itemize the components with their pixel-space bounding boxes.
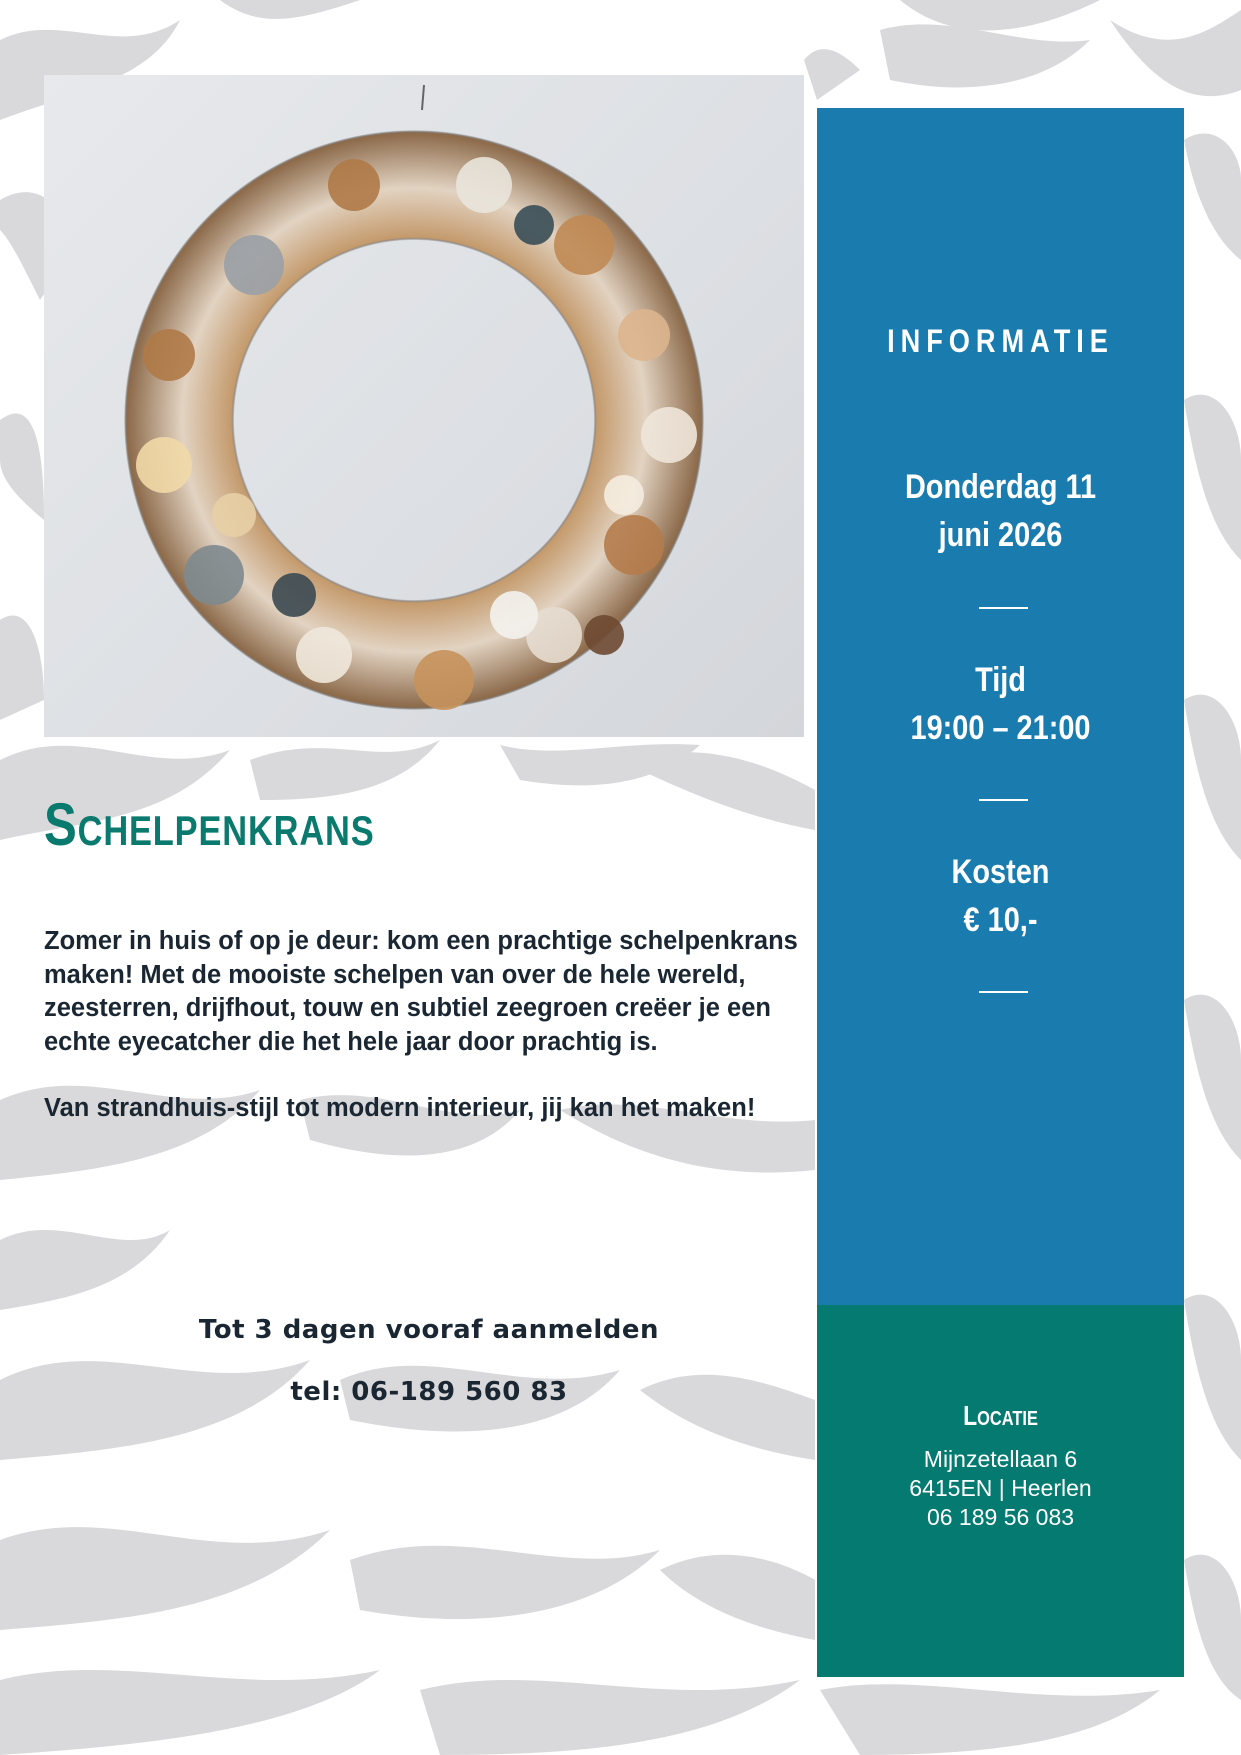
event-time <box>845 656 1157 752</box>
info-heading: INFORMATIE <box>887 323 1114 359</box>
info-panel <box>817 108 1184 1305</box>
info-separator <box>979 607 1028 609</box>
location-postal-city: 6415EN | Heerlen <box>909 1475 1092 1501</box>
description-paragraph: Van strandhuis-stijl tot modern interieur, jij kan het maken! <box>44 1094 756 1122</box>
event-title: Schelpenkrans <box>44 791 375 858</box>
info-separator <box>979 799 1028 801</box>
event-description <box>44 925 814 1126</box>
description-paragraph: Zomer in huis of op je deur: kom een prachtige schelpenkrans maken! Met de mooiste schelpen van over de hele wereld, zeesterren, drijfhout, touw en subtiel zeegroen creëer je een echte eyecatcher die het hele jaar door prachtig is. <box>44 927 798 1056</box>
date-line-1: Donderdag 11 <box>904 468 1097 506</box>
time-label: Tijd <box>975 661 1026 699</box>
event-date <box>845 463 1157 559</box>
location-street: Mijnzetellaan 6 <box>923 1446 1078 1472</box>
signup-notice: Tot 3 dagen vooraf aanmelden <box>198 1315 660 1345</box>
time-value: 19:00 – 21:00 <box>910 709 1091 747</box>
cost-label: Kosten <box>951 853 1050 891</box>
location-heading: Locatie <box>963 1400 1038 1431</box>
location-phone: 06 189 56 083 <box>926 1504 1075 1530</box>
shell-wreath-photo <box>44 75 804 737</box>
cost-value: € 10,- <box>963 901 1038 939</box>
event-cost <box>845 848 1157 944</box>
signup-phone: tel: 06-189 560 83 <box>290 1377 568 1407</box>
location-address <box>817 1445 1184 1532</box>
date-line-2: juni 2026 <box>938 516 1063 554</box>
wreath-illustration <box>44 75 804 737</box>
location-panel <box>817 1305 1184 1677</box>
info-separator <box>979 991 1028 993</box>
